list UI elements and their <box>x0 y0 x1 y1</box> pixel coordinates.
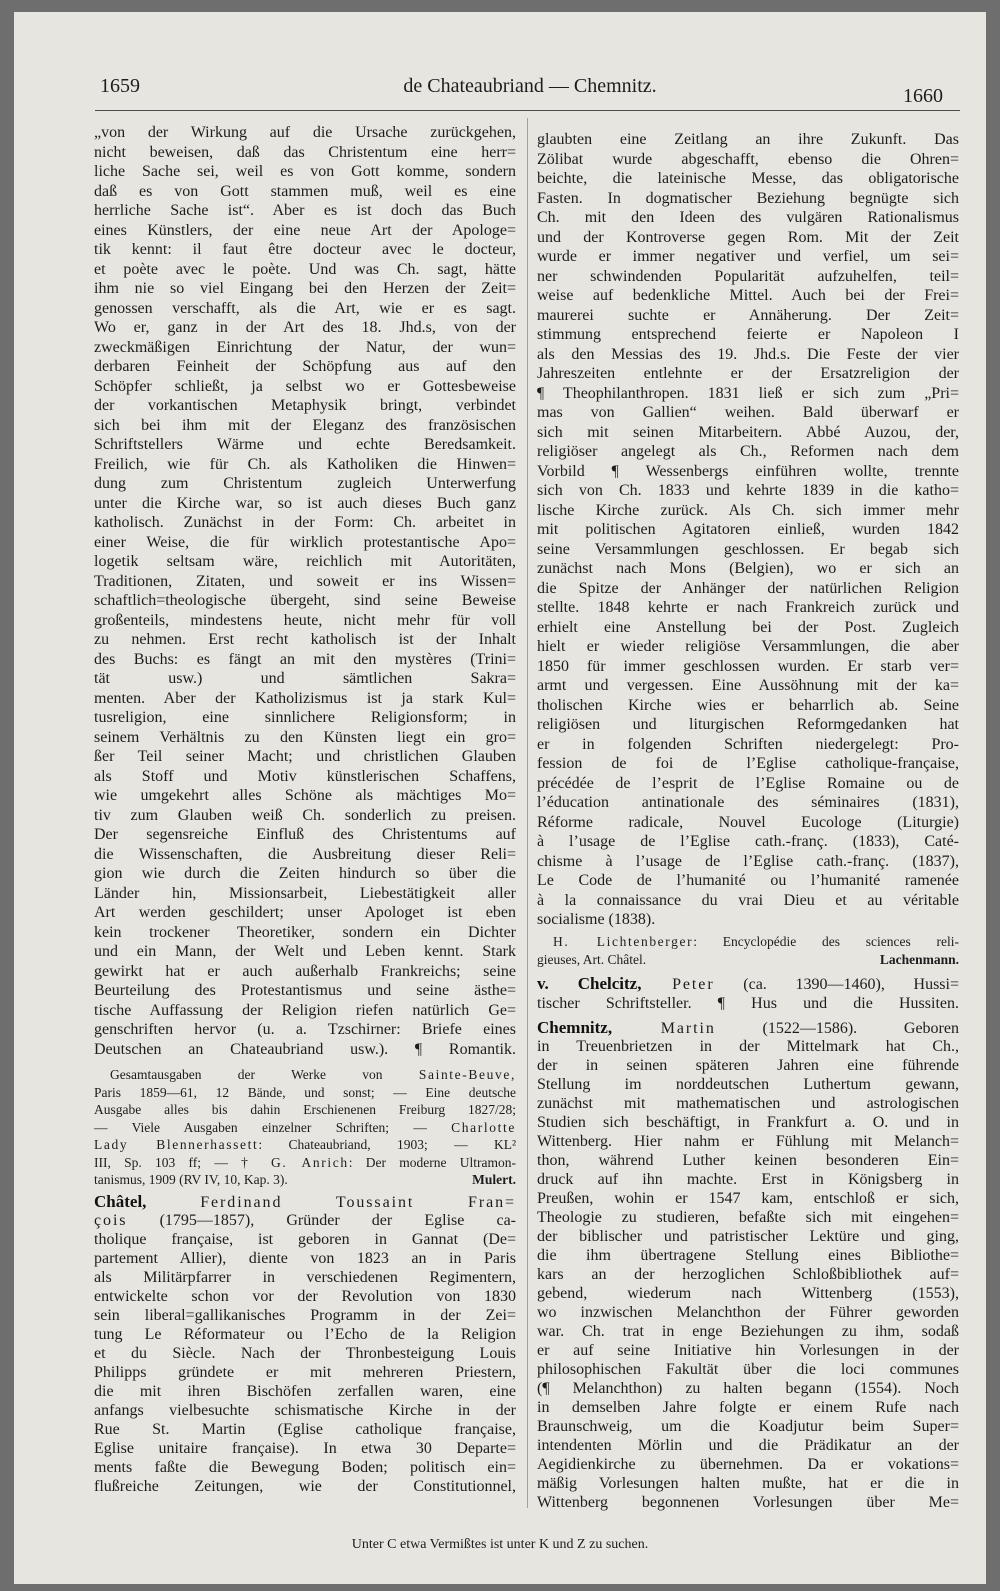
text-line: zunächst mit mathematischen und astrologischen <box>537 1095 959 1112</box>
text-line: erhielt eine Anstellung bei der Post. Zugleich <box>537 618 959 636</box>
text-line: (¶ Melanchthon) zu halten begann (1554). Noch <box>537 1380 959 1397</box>
left-block-chatel <box>94 1192 516 1496</box>
text-line: als den Messias des 19. Jhd.s. Die Feste der vier <box>537 345 959 363</box>
text-line: der in seinen späteren Jahren eine führende <box>537 1057 959 1074</box>
page-footer-note: Unter C etwa Vermißtes ist unter K und Z zu suchen. <box>351 1537 649 1552</box>
text-line <box>537 974 959 994</box>
text-line <box>94 1211 516 1230</box>
text-line <box>94 1154 516 1172</box>
text-line: tiv zum Glauben weiß Ch. sonderlich zu preisen. <box>94 806 516 824</box>
right-block-chatel-biblio <box>537 933 959 968</box>
text-line: und ein Mann, der Welt und Leben kennt. Stark <box>94 943 516 960</box>
text-line: und der Kontroverse gegen Rom. Mit der Zeit <box>537 228 959 246</box>
running-head-title: de Chateaubriand — Chemnitz. <box>403 75 657 97</box>
text-line: herrliche Sache ist“. Aber es ist doch das Buch <box>94 202 516 219</box>
person-name: G. Anrich <box>271 1154 349 1170</box>
text-line: fession de foi de l’Eglise catholique-française, <box>537 755 959 772</box>
text-line: Réforme radicale, Nouvel Eucologe (Liturgie) <box>537 813 959 831</box>
text-line: Vorbild ¶ Wessenbergs einführen wollte, trennte <box>537 462 959 480</box>
text-line: entwickelte schon vor der Revolution von 1830 <box>94 1288 516 1305</box>
text-line: maurerei suchte er Annäherung. Der Zeit= <box>537 306 959 324</box>
text-line: Wo er, ganz in der Art des 18. Jhd.s, von der <box>94 319 516 336</box>
text-line: tischer Schriftsteller. ¶ Hus und die Hussiten. <box>537 994 959 1012</box>
text-line: zweckmäßigen Einrichtung der Natur, der wun= <box>94 338 516 356</box>
text-line: Zölibat wurde abgeschafft, ebenso die Ohren= <box>537 150 959 168</box>
text-line: Studien sich beschäftigt, in Frankfurt a. O. und in <box>537 1114 959 1131</box>
text-line: weise auf bedenkliche Mittel. Auch bei der Frei= <box>537 287 959 304</box>
text-line: Braunschweig, um die Koadjutur beim Super= <box>537 1418 959 1435</box>
text-line: war. Ch. trat in enge Beziehungen zu ihm, sodaß <box>537 1323 959 1340</box>
text-line: als Militärpfarrer in verschiedenen Regimentern, <box>94 1269 516 1286</box>
text-line: ner schwindenden Popularität aufzuhelfen, teil= <box>537 267 959 285</box>
text-line: zu nehmen. Erst recht katholisch ist der Inhalt <box>94 631 516 648</box>
text-line: armt und vergessen. Eine Aussöhnung mit der ka= <box>537 677 959 694</box>
text-line: Stellung im norddeutschen Luthertum gewann, <box>537 1076 959 1093</box>
left-block-chateaubriand <box>94 123 516 1059</box>
text-line: zunächst nach Mons (Belgien), wo er sich an <box>537 560 959 577</box>
text-segment: (1522—1586). Geboren <box>715 1020 959 1037</box>
entry-lemma: Châtel, <box>94 1192 147 1211</box>
text-line <box>94 1171 516 1189</box>
header-rule <box>95 110 960 111</box>
person-name: çois <box>94 1212 128 1229</box>
left-block-chateaubriand-biblio <box>94 1066 516 1189</box>
text-line: liche Sache sei, weil es von Gott komme, sondern <box>94 163 516 180</box>
text-line: Traditionen, Zitaten, und soweit er ins Wissen= <box>94 572 516 590</box>
text-line: die Spitze der Anhänger der natürlichen Religion <box>537 579 959 597</box>
text-line: menten. Aber der Katholizismus ist ja stark Kul= <box>94 689 516 707</box>
text-segment: : Encyclopédie des sciences reli- <box>693 934 959 949</box>
text-line: Ch. mit den Ideen des vulgären Rationalismus <box>537 209 959 226</box>
text-line: religiösen und liturgischen Reformgedanken hat <box>537 716 959 733</box>
text-line: großenteils, mindestens heute, nicht mehr für voll <box>94 611 516 629</box>
text-line: logetik seltsam wäre, reichlich mit Autoritäten, <box>94 553 516 570</box>
text-line: Art werden geschildert; unser Apologet ist eben <box>94 904 516 921</box>
text-line: dung zum Christentum zugleich Unterwerfung <box>94 475 516 492</box>
text-line: à l’usage de l’Eglise cath.-franç. (1833), Caté- <box>537 833 959 850</box>
text-line: gewirkt hat er auch außerhalb Frankreichs; seine <box>94 962 516 980</box>
text-line: Wittenberg. Hier nahm er Fühlung mit Melanch= <box>537 1133 959 1150</box>
text-line: daß es von Gott stammen muß, weil es eine <box>94 182 516 200</box>
page-number-right: 1660 <box>903 85 943 107</box>
text-line: seinem Verhältnis zu den Künsten liegt ein gro= <box>94 728 516 746</box>
text-line: ßer Teil seiner Macht; und christlichen Glauben <box>94 748 516 765</box>
text-line: thon, während Luther keinen besonderen Ein= <box>537 1152 959 1169</box>
text-line: tholischen Kirche wies er beharrlich ab. Seine <box>537 696 959 714</box>
text-line: Aegidienkirche zu übernehmen. Da er vokations= <box>537 1456 959 1473</box>
text-line: nicht beweisen, daß das Christentum eine herr= <box>94 143 516 161</box>
text-line: glaubten eine Zeitlang an ihre Zukunft. Das <box>537 131 959 148</box>
text-line: mas von Gallien“ weihen. Bald überwarf er <box>537 404 959 421</box>
column-rule <box>527 118 528 1508</box>
text-line: religiöser angelegt als Ch., Reformen nach dem <box>537 443 959 460</box>
text-segment: gieuses, Art. Châtel. <box>537 951 647 967</box>
text-line: Jahreszeiten entlehnte er der Ersatzreligion der <box>537 365 959 382</box>
text-line: Rue St. Martin (Eglise catholique française, <box>94 1421 516 1438</box>
text-line: Der segensreiche Einfluß des Christentums auf <box>94 826 516 843</box>
text-line: er auf seine Initiative hin Vorlesungen in der <box>537 1342 959 1359</box>
person-name: Ferdinand Toussaint Fran= <box>146 1194 516 1211</box>
text-segment: tanismus, 1909 (RV IV, 10, Kap. 3). <box>94 1172 288 1187</box>
text-line: l’éducation antinationale des séminaires (1831), <box>537 794 959 811</box>
text-line: schaftlich=theologische übergeht, sind seine Beweise <box>94 592 516 609</box>
text-line: eines Künstlers, der eine neue Art der Apologe= <box>94 221 516 239</box>
person-name: Martin <box>612 1020 716 1037</box>
page-number-left: 1659 <box>100 75 140 97</box>
text-line: chisme à l’usage de l’Eglise cath.-franç. (1837), <box>537 852 959 870</box>
text-line: „von der Wirkung auf die Ursache zurückgehen, <box>94 124 516 141</box>
person-name: Lady Blennerhassett <box>94 1137 259 1152</box>
text-line: Freilich, wie für Ch. als Katholiken die Hinwen= <box>94 455 516 473</box>
text-line: Le Code de l’humanité ou l’humanité ramenée <box>537 872 959 889</box>
text-line: des Buchs: es fängt an mit den mystères (Trini= <box>94 650 516 668</box>
text-line: wie umgekehrt alles Schöne als mächtiges Mo= <box>94 787 516 804</box>
text-line: in demselben Jahre folgte er einem Rufe nach <box>537 1399 959 1416</box>
text-line: tung Le Réformateur ou l’Echo de la Religion <box>94 1326 516 1343</box>
text-line: Wittenberg begonnenen Vorlesungen über Me= <box>537 1494 959 1511</box>
text-line: ¶ Theophilanthropen. 1831 ließ er sich zum „Pri= <box>537 384 959 402</box>
text-segment: : Chateaubriand, 1903; — KL² <box>258 1137 517 1152</box>
text-line: die mit ihren Bischöfen zerfallen waren, eine <box>94 1383 516 1400</box>
text-line: tusreligion, eine sinnlichere Religionsform; in <box>94 709 516 726</box>
text-line: in Treuenbrietzen in der Mittelmark hat Ch., <box>537 1038 959 1055</box>
text-line: der vorkantischen Metaphysik bringt, verbindet <box>94 397 516 414</box>
text-segment: (ca. 1390—1460), Hussi= <box>714 976 959 993</box>
text-line: druck auf ihn machte. Erst in Königsberg in <box>537 1171 959 1188</box>
text-line: Beurteilung des Protestantismus und seine ästhe= <box>94 982 516 999</box>
right-block-chatel-cont <box>537 130 959 930</box>
text-line: Fasten. In dogmatischer Beziehung begnügte sich <box>537 189 959 207</box>
text-line: die Wissenschaften, die Ausbreitung dieser Reli= <box>94 845 516 863</box>
text-line: stellte. 1848 kehrte er nach Frankreich zurück und <box>537 599 959 616</box>
text-line: sich mit seinen Mitarbeitern. Abbé Auzou, der, <box>537 423 959 441</box>
text-line: mit politischen Agitatoren einließ, wurden 1842 <box>537 521 959 538</box>
text-line <box>94 1119 516 1137</box>
text-line: Preußen, wohin er 1547 kam, entschloß er sich, <box>537 1190 959 1207</box>
text-line: stimmung entsprechend feierte er Napoleon I <box>537 326 959 343</box>
text-line: einer Weise, die für wirklich protestantische Apo= <box>94 533 516 551</box>
text-line: gebend, wiederum nach Wittenberg (1553), <box>537 1285 959 1302</box>
text-line: Eglise unitaire française). In etwa 30 Departe= <box>94 1440 516 1457</box>
text-line: socialisme (1838). <box>537 911 656 928</box>
text-segment: — Viele Ausgaben einzelner Schriften; — <box>94 1119 452 1135</box>
text-line: tät usw.) und sämtlichen Sakra= <box>94 670 516 687</box>
text-line: Theologie zu studieren, befaßte sich mit eingehen= <box>537 1209 959 1226</box>
text-line: lische Kirche zurück. Als Ch. sich immer mehr <box>537 501 959 519</box>
text-line: Ausgabe alles bis dahin Erschienenen Freiburg 1827/28; <box>94 1102 516 1117</box>
text-line <box>94 1136 516 1154</box>
text-line: ments faßte die Bewegung Boden; politisch ein= <box>94 1459 516 1476</box>
text-line: derbaren Feinheit der Schöpfung aus auf den <box>94 358 516 375</box>
right-block-chelcitz <box>537 974 959 1013</box>
text-line: wo inzwischen Melanchthon der Führer geworden <box>537 1304 959 1321</box>
text-line: Paris 1859—61, 12 Bände, und sonst; — Eine deutsche <box>94 1084 516 1100</box>
text-line: intendenten Mörlin und die Prädikatur an der <box>537 1437 959 1454</box>
text-line: Deutschen an Chateaubriand usw.). ¶ Romantik. <box>94 1040 516 1058</box>
text-line: kars an der herzoglichen Schloßbibliothek auf= <box>537 1266 959 1283</box>
text-segment: (1795—1857), Gründer der Eglise ca- <box>127 1212 516 1229</box>
text-line: genossen verschafft, als die Art, wie er es sagt. <box>94 299 516 317</box>
text-line: genschriften hervor (u. a. Tzschirner: Briefe eines <box>94 1021 516 1038</box>
text-line: hielt er wieder religiöse Versammlungen, die aber <box>537 638 959 655</box>
text-line: Länder hin, Missionsarbeit, Liebestätigkeit aller <box>94 884 516 902</box>
text-line <box>537 1018 959 1037</box>
article-author: Mulert. <box>472 1172 516 1187</box>
entry-lemma: Chemnitz, <box>537 1018 613 1037</box>
text-line: wurde er immer negativer und verfiel, um sei= <box>537 248 959 265</box>
text-line: tische Auffassung der Religion riefen natürlich Ge= <box>94 1001 516 1019</box>
right-block-chemnitz <box>537 1018 959 1512</box>
text-line <box>94 1066 516 1084</box>
text-line: sich von Ch. 1833 und kehrte 1839 in die katho= <box>537 482 959 499</box>
text-line: précédée de l’esprit de l’Eglise Romaine ou de <box>537 774 959 792</box>
text-line: Schriftstellers Wärme und echte Beredsamkeit. <box>94 436 516 453</box>
text-line: kein trockener Theoretiker, sondern ein Dichter <box>94 923 516 941</box>
text-segment: : Der moderne Ultramon- <box>348 1154 516 1170</box>
text-line: et poète avec le poète. Und was Ch. sagt, hätte <box>94 260 516 278</box>
text-line <box>94 1192 516 1211</box>
text-line: beichte, die lateinische Messe, das obligatorische <box>537 170 959 187</box>
person-name: Peter <box>641 976 715 993</box>
text-line: der biblischer und patristischer Lektüre und ging, <box>537 1228 959 1245</box>
text-segment: III, Sp. 103 ff; — † <box>94 1154 272 1170</box>
text-line: gion wie durch die Zeiten hindurch so über die <box>94 865 516 882</box>
text-line: sich bei ihm mit der Eleganz des französischen <box>94 416 516 434</box>
text-segment: Gesamtausgaben der Werke von <box>110 1067 419 1082</box>
text-line: Philipps gründete er mit mehreren Priestern, <box>94 1364 516 1381</box>
text-line: tik kennt: il faut être docteur avec le docteur, <box>94 241 516 258</box>
person-name: H. Lichtenberger <box>553 934 694 949</box>
text-line: anfangs vielbesuchte schismatische Kirche in der <box>94 1402 516 1419</box>
text-line: flußreiche Zeitungen, wie der Constitutionnel, <box>94 1478 516 1495</box>
text-line: seine Versammlungen geschlossen. Er begab sich <box>537 540 959 558</box>
entry-lemma: v. Chelcitz, <box>537 974 642 993</box>
text-line: à la connaissance du vrai Dieu et au véritable <box>537 891 959 909</box>
text-line: philosophischen Fakultät über die loci communes <box>537 1361 959 1378</box>
text-line: katholisch. Zunächst in der Form: Ch. arbeitet in <box>94 514 516 531</box>
text-line <box>537 951 959 969</box>
text-line: tholique française, ist geboren in Gannat (De= <box>94 1231 516 1248</box>
text-line <box>537 933 959 951</box>
text-line: 1850 für immer geschlossen wurden. Er starb ver= <box>537 657 959 675</box>
text-line: et du Siècle. Nach der Thronbesteigung Louis <box>94 1345 516 1362</box>
text-line: Schöpfer schließt, ja selbst wo er Gottesbeweise <box>94 377 516 395</box>
text-line: er in folgenden Schriften niedergelegt: Pro- <box>537 735 959 753</box>
text-line: unter die Kirche war, so ist auch dieses Buch ganz <box>94 494 516 512</box>
text-line: die ihm übertragene Stellung eines Bibliothe= <box>537 1247 959 1264</box>
person-name: Charlotte <box>451 1119 516 1135</box>
article-author: Lachenmann. <box>879 951 959 967</box>
text-line: sein liberal=gallikanisches Programm in der Zei= <box>94 1307 516 1324</box>
person-name: Sainte-Beuve, <box>418 1067 516 1082</box>
text-line: ihm nie so viel Eingang bei den Herzen der Zeit= <box>94 280 516 297</box>
text-line: partement Allier), diente von 1823 an in Paris <box>94 1250 516 1267</box>
text-line: als Stoff und Motiv künstlerischen Schaffens, <box>94 767 516 785</box>
text-line: mäßig Vorlesungen halten mußte, hat er die in <box>537 1475 959 1492</box>
